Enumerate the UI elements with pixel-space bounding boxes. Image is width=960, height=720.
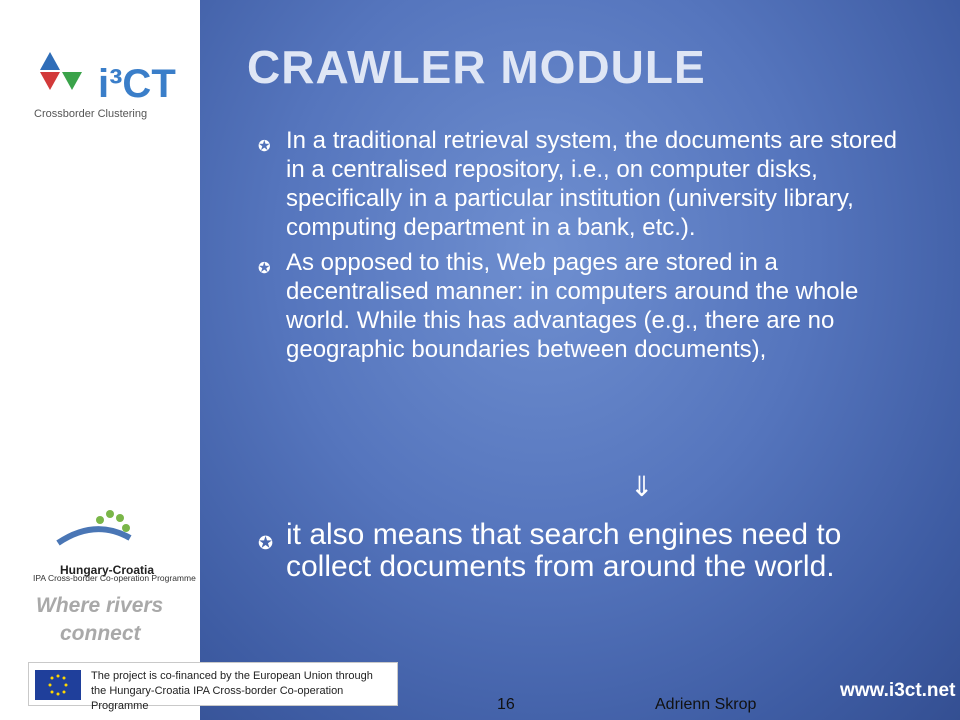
bullet-text: it also means that search engines need to collect documents from around the world. — [286, 518, 842, 583]
bullet-item — [258, 126, 908, 242]
logo-tagline: Crossborder Clustering — [34, 108, 148, 120]
slogan-line-1: Where rivers — [36, 594, 164, 617]
bullet-icon: ✪ — [258, 138, 271, 155]
bullet-item — [258, 248, 908, 364]
slide-title: CRAWLER MODULE — [247, 41, 706, 93]
bullet-list — [258, 126, 908, 364]
bullet-item — [258, 519, 926, 583]
program-subtitle: IPA Cross-border Co-operation Programme — [33, 573, 196, 583]
eu-funding-banner — [28, 662, 398, 712]
slogan-line-2: connect — [60, 622, 141, 645]
down-arrow-icon: ⇓ — [630, 471, 654, 502]
logo-text: i³CT — [98, 62, 176, 106]
author-name: Adrienn Skrop — [655, 696, 757, 713]
sidebar — [0, 0, 200, 720]
bullet-text: In a traditional retrieval system, the documents are stored in a centralised repository, i.e., on computer disks, specifically in a particular institution (university library, computing department in a bank, etc.). — [286, 127, 897, 241]
bullet-icon: ✪ — [258, 533, 274, 553]
page-number: 16 — [497, 696, 515, 713]
eu-flag-icon — [35, 670, 81, 700]
bullet-icon: ✪ — [258, 260, 271, 277]
eu-funding-text: The project is co-financed by the European Union through the Hungary-Croatia IPA Cross-border Co-operation Programme — [91, 670, 373, 712]
program-title: Hungary-Croatia — [60, 563, 155, 577]
bullet-text: As opposed to this, Web pages are stored in a decentralised manner: in computers around the whole world. While this has advantages (e.g., there are no geographic boundaries between documents), — [286, 249, 859, 363]
website-url: www.i3ct.net — [840, 680, 956, 701]
